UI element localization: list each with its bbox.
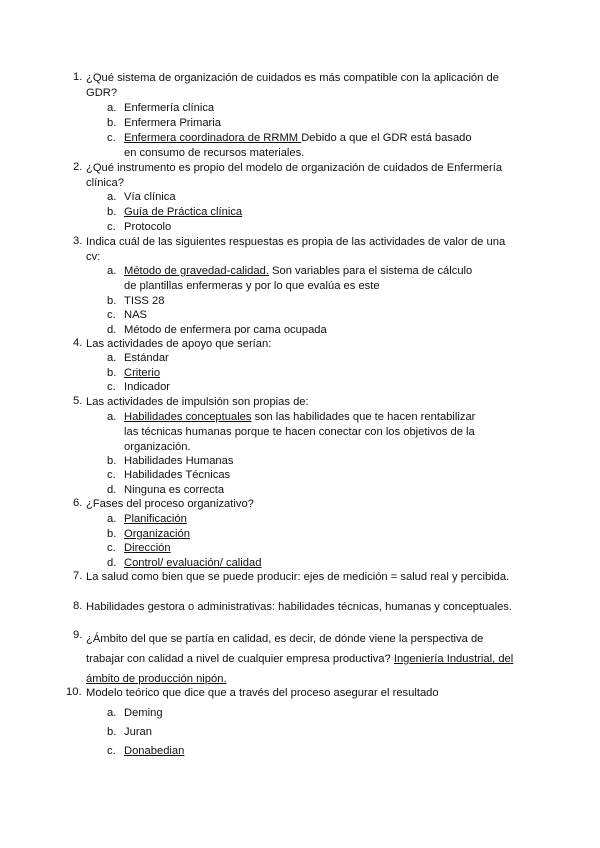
option-3d bbox=[107, 323, 484, 338]
option-letter: a. bbox=[107, 513, 117, 525]
option-text: Ninguna es correcta bbox=[124, 484, 225, 496]
option-text: Vía clínica bbox=[124, 191, 176, 203]
option-10a bbox=[107, 706, 484, 721]
question-body: ¿Ámbito del que se partía en calidad, es decir, de dónde viene la perspectiva de trabajar con calidad a nivel de cualquier empresa productiva? bbox=[86, 633, 484, 665]
question-8 bbox=[73, 600, 516, 615]
option-10b bbox=[107, 725, 484, 740]
question-text: Las actividades de apoyo que serían: bbox=[86, 338, 272, 350]
question-text: Indica cuál de las siguientes respuestas es propia de las actividades de valor de una cv: bbox=[86, 236, 506, 263]
answer-underlined: Ingeniería Industrial, del ámbito de producción nipón. bbox=[86, 653, 514, 685]
option-text: Juran bbox=[124, 726, 152, 738]
answer-explanation: Son variables para el sistema de cálculo de plantillas enfermeras y por lo que evalúa es este bbox=[124, 265, 473, 292]
option-6a bbox=[107, 512, 484, 527]
answer-underlined: Método de gravedad-calidad. bbox=[124, 265, 269, 277]
question-10 bbox=[66, 686, 516, 701]
option-letter: d. bbox=[107, 557, 117, 569]
option-6b bbox=[107, 527, 484, 542]
option-letter: d. bbox=[107, 324, 117, 336]
option-letter: a. bbox=[107, 352, 117, 364]
question-text: Modelo teórico que dice que a través del proceso asegurar el resultado bbox=[86, 687, 439, 699]
option-letter: b. bbox=[107, 206, 117, 218]
question-7 bbox=[73, 570, 516, 585]
answer-explanation: Debido a que el GDR está basado en consumo de recursos materiales. bbox=[124, 132, 472, 159]
answer-underlined: Dirección bbox=[124, 542, 171, 554]
option-letter: a. bbox=[107, 411, 117, 423]
option-letter: c. bbox=[107, 221, 116, 233]
option-letter: d. bbox=[107, 484, 117, 496]
option-text: Enfermería clínica bbox=[124, 102, 215, 114]
option-text: TISS 28 bbox=[124, 295, 165, 307]
option-letter: b. bbox=[107, 726, 117, 738]
option-letter: a. bbox=[107, 102, 117, 114]
option-6d bbox=[107, 556, 484, 571]
question-text: Las actividades de impulsión son propias de: bbox=[86, 396, 309, 408]
option-text: Indicador bbox=[124, 381, 171, 393]
question-number: 10. bbox=[66, 686, 82, 698]
option-letter: b. bbox=[107, 295, 117, 307]
option-10c bbox=[107, 744, 484, 759]
option-5b bbox=[107, 454, 484, 469]
question-4 bbox=[73, 337, 516, 352]
option-text: Deming bbox=[124, 707, 163, 719]
option-letter: c. bbox=[107, 309, 116, 321]
option-letter: b. bbox=[107, 455, 117, 467]
option-1c bbox=[107, 131, 484, 161]
option-5d bbox=[107, 483, 484, 498]
question-number: 2. bbox=[73, 161, 83, 173]
question-number: 8. bbox=[73, 600, 83, 612]
question-6 bbox=[73, 497, 516, 512]
answer-underlined: Enfermera coordinadora de RRMM bbox=[124, 132, 302, 144]
question-number: 5. bbox=[73, 395, 83, 407]
option-letter: a. bbox=[107, 707, 117, 719]
answer-underlined: Planificación bbox=[124, 513, 187, 525]
option-text: NAS bbox=[124, 309, 148, 321]
question-number: 4. bbox=[73, 337, 83, 349]
answer-underlined: Control/ evaluación/ calidad bbox=[124, 557, 262, 569]
option-text: Habilidades Técnicas bbox=[124, 469, 231, 481]
question-number: 7. bbox=[73, 570, 83, 582]
option-text: Protocolo bbox=[124, 221, 172, 233]
answer-underlined: Donabedian bbox=[124, 745, 185, 757]
question-number: 6. bbox=[73, 497, 83, 509]
option-3a bbox=[107, 264, 484, 294]
question-text: ¿Fases del proceso organizativo? bbox=[86, 498, 254, 510]
option-4a bbox=[107, 351, 484, 366]
question-text: La salud como bien que se puede producir: ejes de medición = salud real y percibida. bbox=[86, 571, 510, 583]
option-6c bbox=[107, 541, 484, 556]
question-5 bbox=[73, 395, 516, 410]
option-text: Habilidades Humanas bbox=[124, 455, 234, 467]
option-text: Enfermera Primaria bbox=[124, 117, 221, 129]
option-text: Método de enfermera por cama ocupada bbox=[124, 324, 327, 336]
option-letter: c. bbox=[107, 542, 116, 554]
option-letter: b. bbox=[107, 117, 117, 129]
option-letter: c. bbox=[107, 745, 116, 757]
option-1a bbox=[107, 101, 484, 116]
question-9 bbox=[73, 629, 516, 689]
answer-underlined: Guía de Práctica clínica bbox=[124, 206, 243, 218]
option-text: Estándar bbox=[124, 352, 169, 364]
option-letter: c. bbox=[107, 469, 116, 481]
option-letter: b. bbox=[107, 528, 117, 540]
question-text bbox=[86, 629, 516, 689]
question-number: 9. bbox=[73, 629, 83, 641]
option-letter: c. bbox=[107, 381, 116, 393]
option-letter: a. bbox=[107, 191, 117, 203]
option-3b bbox=[107, 294, 484, 309]
option-2c bbox=[107, 220, 484, 235]
option-letter: a. bbox=[107, 265, 117, 277]
option-letter: b. bbox=[107, 367, 117, 379]
option-2b bbox=[107, 205, 484, 220]
answer-underlined: Habilidades conceptuales bbox=[124, 411, 252, 423]
option-2a bbox=[107, 190, 484, 205]
question-number: 3. bbox=[73, 235, 83, 247]
option-5a bbox=[107, 410, 484, 455]
question-text: Habilidades gestora o administrativas: habilidades técnicas, humanas y conceptuales. bbox=[86, 601, 512, 613]
question-1 bbox=[73, 71, 516, 101]
question-2 bbox=[73, 161, 516, 191]
question-text: ¿Qué sistema de organización de cuidados es más compatible con la aplicación de GDR? bbox=[86, 72, 499, 99]
option-4b bbox=[107, 366, 484, 381]
question-text: ¿Qué instrumento es propio del modelo de organización de cuidados de Enfermería clínica? bbox=[86, 162, 503, 189]
option-letter: c. bbox=[107, 132, 116, 144]
option-5c bbox=[107, 468, 484, 483]
option-3c bbox=[107, 308, 484, 323]
answer-explanation: son las habilidades que te hacen rentabilizar las técnicas humanas porque te hacen conectar con los objetivos de la organización. bbox=[124, 411, 476, 453]
question-3 bbox=[73, 235, 516, 265]
option-1b bbox=[107, 116, 484, 131]
question-number: 1. bbox=[73, 71, 83, 83]
option-4c bbox=[107, 380, 484, 395]
answer-underlined: Organización bbox=[124, 528, 190, 540]
answer-underlined: Criterio bbox=[124, 367, 161, 379]
